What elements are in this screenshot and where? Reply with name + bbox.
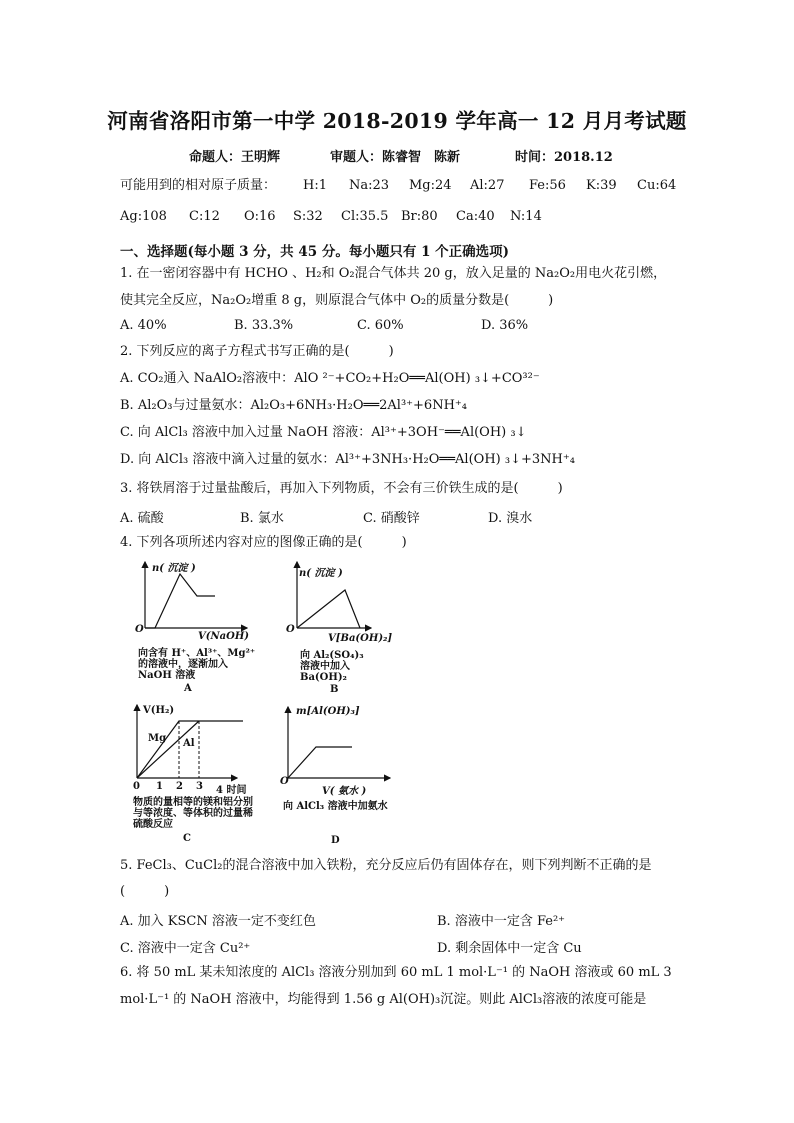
graph-b-x-label: V[Ba(OH)₂] <box>328 633 393 644</box>
graph-d-x-label: V( 氨水 ) <box>322 786 367 797</box>
atomic-mass-item: C:12 <box>189 209 220 224</box>
q1-option-b: B. 33.3% <box>234 318 294 333</box>
graph-c-tick: 3 <box>196 781 203 792</box>
graph-c-series-al: Al <box>183 738 195 749</box>
q2-option-b: B. Al₂O₃与过量氨水：Al₂O₃+6NH₃·H₂O══2Al³⁺+6NH⁺₄ <box>120 398 467 413</box>
atomic-mass-item: Fe:56 <box>529 178 566 193</box>
q2-option-a: A. CO₂通入 NaAlO₂溶液中：AlO ²⁻+CO₂+H₂O══Al(OH) ₃↓+CO³²⁻ <box>120 371 540 386</box>
question-5-line-1: 5. FeCl₃、CuCl₂的混合溶液中加入铁粉，充分反应后仍有固体存在，则下列判断不正确的是 <box>120 858 652 873</box>
graph-a-letter: A <box>184 683 192 694</box>
q3-option-d: D. 溴水 <box>488 511 533 526</box>
graph-a-x-label: V(NaOH) <box>198 631 250 642</box>
graph-d-y-label: m[Al(OH)₃] <box>296 706 360 717</box>
graph-d-plot <box>280 705 400 790</box>
atomic-mass-prefix: 可能用到的相对原子质量： <box>120 178 277 193</box>
q5-option-c: C. 溶液中一定含 Cu²⁺ <box>120 941 251 956</box>
question-2-stem: 2. 下列反应的离子方程式书写正确的是( ) <box>120 344 394 359</box>
atomic-mass-item: O:16 <box>244 209 276 224</box>
graph-b-caption: 向 Al₂(SO₄)₃ 溶液中加入 Ba(OH)₂ <box>300 650 364 683</box>
graph-d-caption: 向 AlCl₃ 溶液中加氨水 <box>283 801 388 812</box>
atomic-mass-item: Al:27 <box>470 178 505 193</box>
graph-b-y-label: n( 沉淀 ) <box>299 568 343 579</box>
q3-option-b: B. 氯水 <box>240 511 284 526</box>
q3-option-c: C. 硝酸锌 <box>363 511 420 526</box>
q2-option-c: C. 向 AlCl₃ 溶液中加入过量 NaOH 溶液：Al³⁺+3OH⁻══Al(OH) ₃↓ <box>120 425 527 440</box>
graph-c-tick: 2 <box>176 781 183 792</box>
graph-c-y-label: V(H₂) <box>143 705 175 716</box>
question-6-line-1: 6. 将 50 mL 某未知浓度的 AlCl₃ 溶液分别加到 60 mL 1 mol·L⁻¹ 的 NaOH 溶液或 60 mL 3 <box>120 965 672 980</box>
atomic-mass-item: H:1 <box>303 178 327 193</box>
q5-option-a: A. 加入 KSCN 溶液一定不变红色 <box>120 914 316 929</box>
graph-c-tick: 1 <box>156 781 163 792</box>
atomic-mass-item: Cl:35.5 <box>341 209 389 224</box>
graph-c-tick: 0 <box>133 781 140 792</box>
q5-option-b: B. 溶液中一定含 Fe²⁺ <box>437 914 566 929</box>
q1-option-d: D. 36% <box>481 318 529 333</box>
section-heading: 一、选择题(每小题 3 分，共 45 分。每小题只有 1 个正确选项) <box>120 244 510 260</box>
q3-option-a: A. 硫酸 <box>120 511 164 526</box>
reviewer-label: 审题人：陈睿智 陈新 <box>330 150 461 165</box>
question-3-stem: 3. 将铁屑溶于过量盐酸后，再加入下列物质，不会有三价铁生成的是( ) <box>120 481 563 496</box>
question-5-line-2: ( ) <box>120 884 170 899</box>
atomic-mass-item: Ca:40 <box>456 209 495 224</box>
atomic-mass-item: N:14 <box>510 209 542 224</box>
graph-d-letter: D <box>331 835 340 846</box>
graph-d-origin: O <box>280 776 289 787</box>
exam-time-label: 时间：2018.12 <box>515 150 613 165</box>
graph-c-tick: 4 时间 <box>216 785 247 796</box>
atomic-mass-item: K:39 <box>586 178 617 193</box>
graph-b-origin: O <box>286 624 295 635</box>
graph-c-letter: C <box>183 833 191 844</box>
question-6-line-2: mol·L⁻¹ 的 NaOH 溶液中，均能得到 1.56 g Al(OH)₃沉淀。则此 AlCl₃溶液的浓度可能是 <box>120 992 647 1007</box>
q2-option-d: D. 向 AlCl₃ 溶液中滴入过量的氨水：Al³⁺+3NH₃·H₂O══Al(OH) ₃↓+3NH⁺₄ <box>120 452 575 467</box>
q1-option-c: C. 60% <box>357 318 404 333</box>
graph-a-caption: 向含有 H⁺、Al³⁺、Mg²⁺的溶液中，逐渐加入 NaOH 溶液 <box>138 648 256 681</box>
q1-option-a: A. 40% <box>120 318 167 333</box>
graph-c-caption: 物质的量相等的镁和铝分别与等浓度、等体积的过量稀硫酸反应 <box>133 797 253 830</box>
question-4-stem: 4. 下列各项所述内容对应的图像正确的是( ) <box>120 535 407 550</box>
question-1-line-1: 1. 在一密闭容器中有 HCHO 、H₂和 O₂混合气体共 20 g，放入足量的 Na₂O₂用电火花引燃， <box>120 266 667 281</box>
graph-c-series-mg: Mg <box>148 733 167 744</box>
graph-a-origin: O <box>135 624 144 635</box>
atomic-mass-item: Cu:64 <box>637 178 677 193</box>
q5-option-d: D. 剩余固体中一定含 Cu <box>437 941 582 956</box>
graph-a-y-label: n( 沉淀 ) <box>152 563 196 574</box>
atomic-mass-item: Mg:24 <box>409 178 452 193</box>
atomic-mass-item: Na:23 <box>349 178 390 193</box>
question-1-line-2: 使其完全反应，Na₂O₂增重 8 g，则原混合气体中 O₂的质量分数是( ) <box>120 293 554 308</box>
author-label: 命题人：王明辉 <box>189 150 281 165</box>
graph-b-letter: B <box>330 684 339 695</box>
atomic-mass-item: S:32 <box>293 209 323 224</box>
atomic-mass-item: Br:80 <box>401 209 438 224</box>
page-title: 河南省洛阳市第一中学 2018-2019 学年高一 12 月月考试题 <box>107 109 687 133</box>
atomic-mass-item: Ag:108 <box>120 209 167 224</box>
